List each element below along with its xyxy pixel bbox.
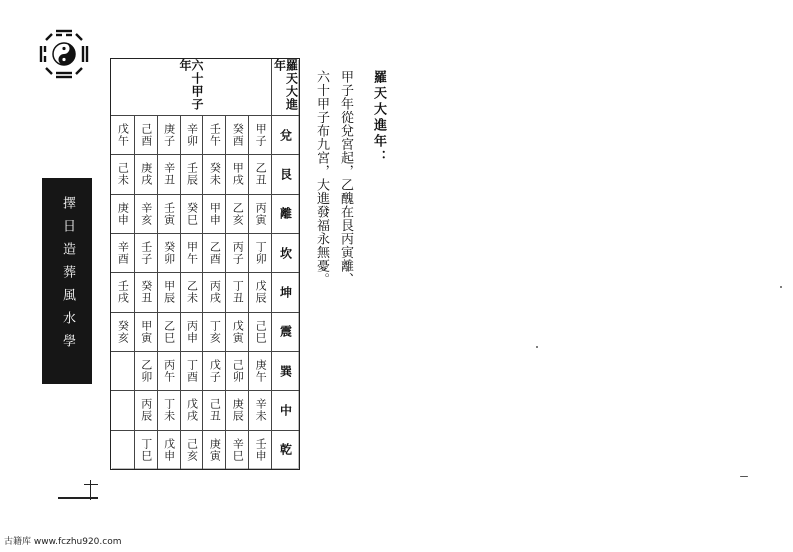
sixty-jiazi-table: [110, 58, 300, 470]
ganzhi-cell-text: 丙戌: [208, 280, 222, 305]
ganzhi-cell: [157, 430, 180, 469]
palace-label-text: 震: [278, 325, 293, 339]
ganzhi-cell-text: 丁巳: [139, 437, 153, 462]
ganzhi-cell: [111, 233, 134, 272]
ganzhi-cell: [180, 233, 203, 272]
ganzhi-cell-text: 己丑: [208, 398, 222, 423]
ganzhi-cell: [157, 194, 180, 233]
ganzhi-cell: [202, 194, 225, 233]
ganzhi-cell: [111, 194, 134, 233]
ganzhi-cell-text: 乙酉: [208, 241, 222, 266]
ganzhi-cell-text: 戊辰: [254, 280, 268, 305]
ganzhi-cell: [248, 272, 271, 311]
ganzhi-cell-text: 癸丑: [139, 280, 153, 305]
palace-label: [271, 390, 299, 429]
ganzhi-cell-text: 丙午: [162, 359, 176, 384]
palace-label: [271, 312, 299, 351]
ganzhi-cell: [180, 312, 203, 351]
ganzhi-cell-text: 壬辰: [185, 162, 199, 187]
ganzhi-cell-text: 乙丑: [254, 162, 268, 187]
ganzhi-cell: [111, 115, 134, 154]
book-title: 擇日造葬風水學: [60, 196, 75, 357]
ganzhi-cell-text: 庚戌: [139, 162, 153, 187]
ganzhi-cell: [248, 312, 271, 351]
ganzhi-cell-text: 甲辰: [162, 280, 176, 305]
ganzhi-cell-text: 辛丑: [162, 162, 176, 187]
ganzhi-cell-text: 壬申: [254, 437, 268, 462]
ganzhi-cell-text: 辛酉: [116, 241, 130, 266]
ganzhi-cell-text: 壬子: [139, 241, 153, 266]
ganzhi-cell: [225, 312, 248, 351]
ganzhi-cell: [134, 390, 157, 429]
ganzhi-cell: [111, 312, 134, 351]
ganzhi-cell-text: 甲申: [208, 201, 222, 226]
palace-label-text: 坤: [278, 285, 293, 299]
ganzhi-cell: [134, 194, 157, 233]
ganzhi-cell: [157, 154, 180, 193]
ganzhi-cell-text: 己亥: [185, 437, 199, 462]
ganzhi-cell: [134, 272, 157, 311]
palace-label: [271, 430, 299, 469]
ganzhi-cell-text: 癸巳: [185, 201, 199, 226]
ganzhi-cell: [202, 154, 225, 193]
ganzhi-cell: [180, 430, 203, 469]
ganzhi-cell-text: 庚午: [254, 359, 268, 384]
ganzhi-cell-text: 甲午: [185, 241, 199, 266]
ganzhi-cell: [225, 430, 248, 469]
ganzhi-cell-text: 癸酉: [231, 123, 245, 148]
ganzhi-cell: [111, 430, 134, 469]
scan-speck: [740, 476, 748, 477]
ganzhi-cell: [157, 115, 180, 154]
ganzhi-cell-text: 己酉: [139, 123, 153, 148]
ganzhi-cell-text: 辛未: [254, 398, 268, 423]
ganzhi-cell-text: 癸亥: [116, 319, 130, 344]
ganzhi-cell-text: 戊戌: [185, 398, 199, 423]
palace-label: [271, 351, 299, 390]
palace-label-text: 坎: [278, 246, 293, 260]
ganzhi-cell: [157, 390, 180, 429]
ganzhi-cell: [157, 312, 180, 351]
palace-label: [271, 115, 299, 154]
ganzhi-cell: [202, 390, 225, 429]
ganzhi-cell: [225, 351, 248, 390]
ganzhi-cell: [202, 312, 225, 351]
ganzhi-cell-text: 丙辰: [139, 398, 153, 423]
ganzhi-cell: [248, 390, 271, 429]
ganzhi-cell-text: 丁未: [162, 398, 176, 423]
ganzhi-cell: [180, 272, 203, 311]
ganzhi-cell: [111, 390, 134, 429]
ganzhi-cell-text: 庚子: [162, 123, 176, 148]
ganzhi-cell-text: 辛卯: [185, 123, 199, 148]
ganzhi-cell: [202, 115, 225, 154]
ganzhi-cell: [180, 194, 203, 233]
ganzhi-cell: [225, 194, 248, 233]
ganzhi-cell-text: 丁亥: [208, 319, 222, 344]
scan-speck: [780, 286, 782, 288]
palace-label-text: 巽: [278, 364, 293, 378]
ganzhi-cell: [202, 430, 225, 469]
table-corner: [271, 59, 299, 115]
margin-rule: [84, 484, 98, 485]
ganzhi-cell-text: 壬寅: [162, 201, 176, 226]
ganzhi-cell-text: 庚辰: [231, 398, 245, 423]
ganzhi-cell-text: 戊午: [116, 123, 130, 148]
body-text: 甲子年從兌宮起，乙醜在艮丙寅離、: [338, 70, 353, 286]
ganzhi-cell-text: 癸卯: [162, 241, 176, 266]
ganzhi-cell-text: 戊子: [208, 359, 222, 384]
ganzhi-cell-text: 乙亥: [231, 201, 245, 226]
ganzhi-cell-text: 己巳: [254, 319, 268, 344]
ganzhi-cell: [157, 351, 180, 390]
ganzhi-cell-text: 乙巳: [162, 319, 176, 344]
palace-label: [271, 194, 299, 233]
ganzhi-cell: [111, 272, 134, 311]
palace-label-text: 兌: [278, 128, 293, 142]
palace-label-text: 中: [278, 403, 293, 417]
ganzhi-cell-text: 辛亥: [139, 201, 153, 226]
ganzhi-cell: [248, 233, 271, 272]
ganzhi-cell: [134, 154, 157, 193]
ganzhi-cell-text: 壬戌: [116, 280, 130, 305]
palace-label: [271, 154, 299, 193]
ganzhi-cell: [225, 154, 248, 193]
margin-rule: [58, 497, 98, 499]
ganzhi-cell: [225, 390, 248, 429]
ganzhi-cell: [225, 115, 248, 154]
body-text: 六十甲子布九宮，大進發福永無憂。: [314, 70, 329, 286]
ganzhi-cell-text: 甲戌: [231, 162, 245, 187]
table-corner-text: 羅天大進年: [272, 59, 299, 111]
ganzhi-cell: [225, 272, 248, 311]
ganzhi-cell-text: 丁丑: [231, 280, 245, 305]
ganzhi-cell: [248, 430, 271, 469]
section-heading: 羅天大進年：: [371, 70, 386, 166]
ganzhi-cell: [134, 430, 157, 469]
margin-rule: [90, 480, 91, 500]
scan-speck: [536, 346, 538, 348]
ganzhi-cell-text: 癸未: [208, 162, 222, 187]
ganzhi-cell-text: 辛巳: [231, 437, 245, 462]
ganzhi-cell-text: 丙子: [231, 241, 245, 266]
ganzhi-cell-text: 壬午: [208, 123, 222, 148]
ganzhi-cell: [248, 154, 271, 193]
ganzhi-cell-text: 己卯: [231, 359, 245, 384]
ganzhi-cell: [134, 312, 157, 351]
ganzhi-cell-text: 丁酉: [185, 359, 199, 384]
ganzhi-cell: [157, 233, 180, 272]
ganzhi-cell-text: 甲寅: [139, 319, 153, 344]
ganzhi-cell: [111, 351, 134, 390]
ganzhi-cell: [202, 233, 225, 272]
ganzhi-cell-text: 庚寅: [208, 437, 222, 462]
ganzhi-cell: [202, 272, 225, 311]
palace-label: [271, 272, 299, 311]
palace-label: [271, 233, 299, 272]
palace-label-text: 艮: [278, 167, 293, 181]
ganzhi-cell-text: 丙申: [185, 319, 199, 344]
ganzhi-cell: [248, 194, 271, 233]
ganzhi-cell: [180, 390, 203, 429]
ganzhi-cell-text: 丁卯: [254, 241, 268, 266]
ganzhi-cell: [202, 351, 225, 390]
ganzhi-cell-text: 丙寅: [254, 201, 268, 226]
ganzhi-cell-text: 庚申: [116, 201, 130, 226]
ganzhi-cell: [248, 115, 271, 154]
ganzhi-cell: [225, 233, 248, 272]
palace-label-text: 乾: [278, 443, 293, 457]
ganzhi-cell: [157, 272, 180, 311]
ganzhi-cell: [134, 233, 157, 272]
ganzhi-cell-text: 乙未: [185, 280, 199, 305]
ganzhi-cell-text: 乙卯: [139, 359, 153, 384]
ganzhi-cell-text: 戊申: [162, 437, 176, 462]
ganzhi-cell-text: 己未: [116, 162, 130, 187]
ganzhi-cell-text: 戊寅: [231, 319, 245, 344]
table-top-header-text: 六十甲子年: [178, 59, 204, 111]
ganzhi-cell: [134, 115, 157, 154]
bagua-yinyang-icon: [38, 28, 90, 80]
palace-label-text: 離: [278, 207, 293, 221]
footer-watermark: 古籍库 www.fczhu920.com: [4, 537, 122, 547]
ganzhi-cell: [248, 351, 271, 390]
ganzhi-cell: [180, 115, 203, 154]
ganzhi-cell: [180, 351, 203, 390]
ganzhi-cell: [111, 154, 134, 193]
ganzhi-cell-text: 甲子: [254, 123, 268, 148]
table-top-header: [111, 59, 271, 115]
ganzhi-cell: [134, 351, 157, 390]
ganzhi-cell: [180, 154, 203, 193]
